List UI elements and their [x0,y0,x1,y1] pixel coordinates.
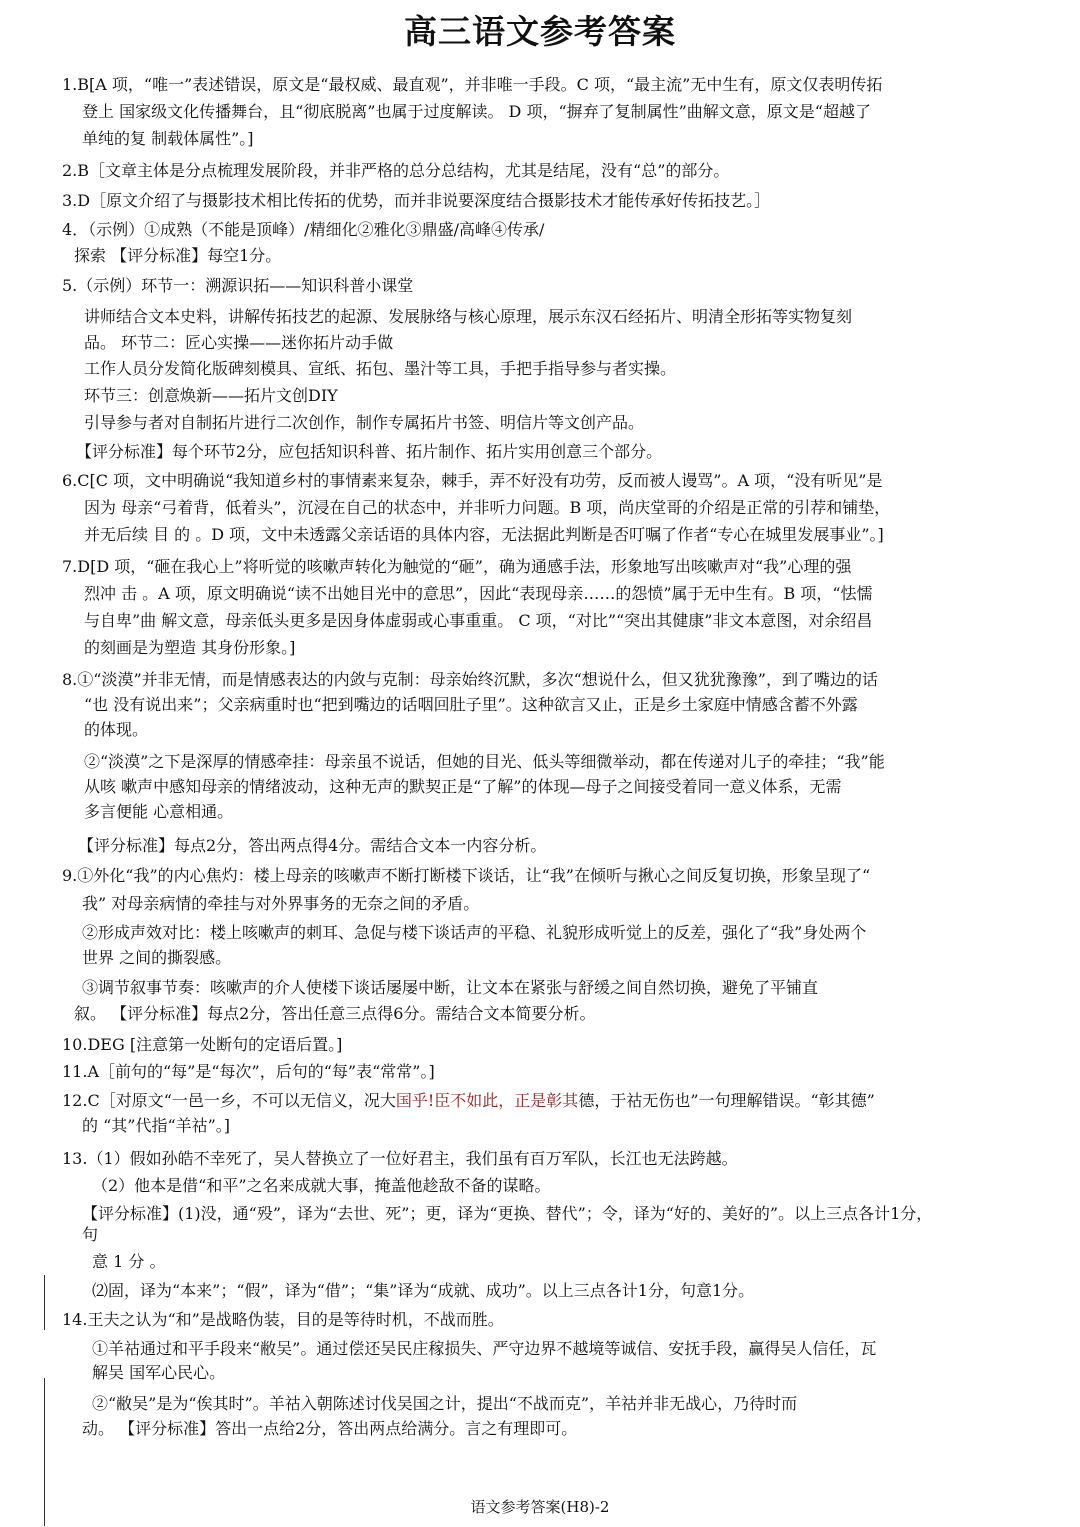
answer-line: 【评分标准】每个环节2分，应包括知识科普、拓片制作、拓片实用创意三个部分。 [76,442,663,461]
answer-line: ①羊祜通过和平手段来“敝吴”。通过偿还吴民庄稼损失、严守边界不越境等诚信、安抚手段，赢得吴人信任，瓦 [92,1339,877,1358]
answer-line: 6.C[C 项，文中明确说“我知道乡村的事情素来复杂，棘手，弄不好没有功劳，反而被人谩骂”。A 项，“没有听见”是 [62,471,883,490]
answer-text: 12.C［对原文“一邑一乡，不可以无信义，况大 [62,1091,396,1110]
answer-line: 并无后续 目 的 。D 项，文中未透露父亲话语的具体内容，无法据此判断是否叮嘱了作者“专心在城里发展事业”。] [84,525,884,544]
answer-line: 【评分标准】每点2分，答出两点得4分。需结合文本一内容分析。 [78,836,547,855]
answer-line: 因为 母亲“弓着背，低着头”，沉浸在自己的状态中，并非听力问题。B 项，尚庆堂哥的介绍是正常的引荐和铺垫， [84,498,891,517]
answer-line: 叙。 【评分标准】每点2分，答出任意三点得6分。需结合文本简要分析。 [74,1004,596,1023]
answer-line: 1.B[A 项，“唯一”表述错误，原文是“最权威、最直观”，并非唯一手段。C 项，“最主流”无中生有，原文仅表明传拓 [62,75,883,94]
answer-line: 烈冲 击 。A 项，原文明确说“读不出她目光中的意思”，因此“表现母亲……的怨愤”属于无中生有。B 项，“怯懦 [84,584,873,603]
answer-line: 的刻画是为塑造 其身份形象。] [84,638,296,657]
answer-line: 动。 【评分标准】答出一点给2分，答出两点给满分。言之有理即可。 [82,1419,578,1438]
page-title: 高三语文参考答案 [404,12,676,51]
answer-text: 德，于祜无伤也”一句理解错误。“彰其德” [578,1091,875,1110]
answer-line: 3.D［原文介绍了与摄影技术相比传拓的优势，而并非说要深度结合摄影技术才能传承好传拓技艺。］ [62,191,771,210]
answer-line: 13.（1）假如孙皓不幸死了，吴人替换立了一位好君主，我们虽有百万军队，长江也无法跨越。 [62,1149,738,1168]
answer-line: 解吴 国军心民心。 [92,1363,226,1382]
highlighted-quote: 国乎!臣不如此，正是彰其 [395,1091,579,1110]
answer-line: 世界 之间的撕裂感。 [82,948,232,967]
answer-line [62,1090,875,1112]
answer-line: 11.A［前句的“每”是“每次”，后句的“每”表“常常”。] [62,1062,435,1081]
answer-line: ⑵固，译为“本来”；“假”，译为“借”；“集”译为“成就、成功”。以上三点各计1分，句意1分。 [92,1281,755,1300]
answer-line: 讲师结合文本史料，讲解传拓技艺的起源、发展脉络与核心原理，展示东汉石经拓片、明清全形拓等实物复刻 [84,307,853,326]
answer-line: 登上 国家级文化传播舞台，且“彻底脱离”也属于过度解读。 D 项，“摒弃了复制属性”曲解文意，原文是“超越了 [82,102,871,121]
margin-rule [44,1275,45,1330]
answer-line: 我” 对母亲病情的牵挂与对外界事务的无奈之间的矛盾。 [82,894,480,913]
answer-line: 2.B［文章主体是分点梳理发展阶段，并非严格的总分总结构，尤其是结尾，没有“总”的部分。 [62,161,730,180]
answer-line: 10.DEG [注意第一处断句的定语后置。] [62,1035,343,1054]
answer-line: 5.（示例）环节一：溯源识拓——知识科普小课堂 [62,276,414,295]
answer-line: 【评分标准】(1)没，通“殁”，译为“去世、死”；更，译为“更换、替代”；令，译为“好的、美好的”。以上三点各计1分， [82,1204,933,1223]
page-footer: 语文参考答案(H8)-2 [470,1498,610,1516]
answer-line: 从咳 嗽声中感知母亲的情绪波动，这种无声的默契正是“了解”的体现—母子之间接受着同一意义体系，无需 [84,777,842,796]
answer-line: 探索 【评分标准】每空1分。 [74,246,282,265]
answer-line: “也 没有说出来”；父亲病重时也“把到嘴边的话咽回肚子里”。这种欲言又止，正是乡土家庭中情感含蓄不外露 [84,695,858,714]
answer-line: 的 “其”代指“羊祜”。] [82,1116,231,1135]
answer-line: 8.①“淡漠”并非无情，而是情感表达的内敛与克制：母亲始终沉默，多次“想说什么，但又犹犹豫豫”，到了嘴边的话 [62,670,878,689]
answer-line: 与自卑”曲 解文意，母亲低头更多是因身体虚弱或心事重重。 C 项，“对比”“突出其健康”非文本意图，对余绍昌 [84,611,873,630]
answer-line: 4．（示例）①成熟（不能是顶峰）/精细化②雅化③鼎盛/高峰④传承/ [62,220,545,239]
answer-line: 多言便能 心意相通。 [84,802,234,821]
answer-line: 单纯的复 制载体属性”。] [82,129,254,148]
answer-line: 的体现。 [84,720,149,739]
answer-line: （2）他本是借“和平”之名来成就大事，掩盖他趁敌不备的谋略。 [92,1176,551,1195]
answer-line: 14.王夫之认为“和”是战略伪装，目的是等待时机，不战而胜。 [62,1310,504,1329]
answer-line: ③调节叙事节奏：咳嗽声的介人使楼下谈话屡屡中断，让文本在紧张与舒缓之间自然切换，避免了平铺直 [82,978,819,997]
answer-line: 引导参与者对自制拓片进行二次创作，制作专属拓片书签、明信片等文创产品。 [84,413,645,432]
answer-line: 环节三：创意焕新——拓片文创DIY [84,386,338,405]
answer-line: 工作人员分发简化版碑刻模具、宣纸、拓包、墨汁等工具，手把手指导参与者实操。 [84,359,677,378]
answer-line: 句 [82,1225,99,1244]
answer-line: 品。 环节二：匠心实操——迷你拓片动手做 [84,333,394,352]
answer-line: ②“敝吴”是为“俟其时”。羊祜入朝陈述讨伐吴国之计，提出“不战而克”，羊祜并非无战心，乃待时而 [92,1394,798,1413]
answer-line: 意 1 分 。 [92,1252,166,1271]
answer-line: 9.①外化“我”的内心焦灼：楼上母亲的咳嗽声不断打断楼下谈话，让“我”在倾听与揪心之间反复切换，形象呈现了“ [62,866,871,885]
answer-line: ②形成声效对比：楼上咳嗽声的刺耳、急促与楼下谈话声的平稳、礼貌形成听觉上的反差，强化了“我”身处两个 [82,923,867,942]
answer-line: ②“淡漠”之下是深厚的情感牵挂：母亲虽不说话，但她的目光、低头等细微举动，都在传递对儿子的牵挂；“我”能 [84,752,885,771]
answer-line: 7.D[D 项，“砸在我心上”将听觉的咳嗽声转化为触觉的“砸”，确为通感手法，形象地写出咳嗽声对“我”心理的强 [62,557,852,576]
